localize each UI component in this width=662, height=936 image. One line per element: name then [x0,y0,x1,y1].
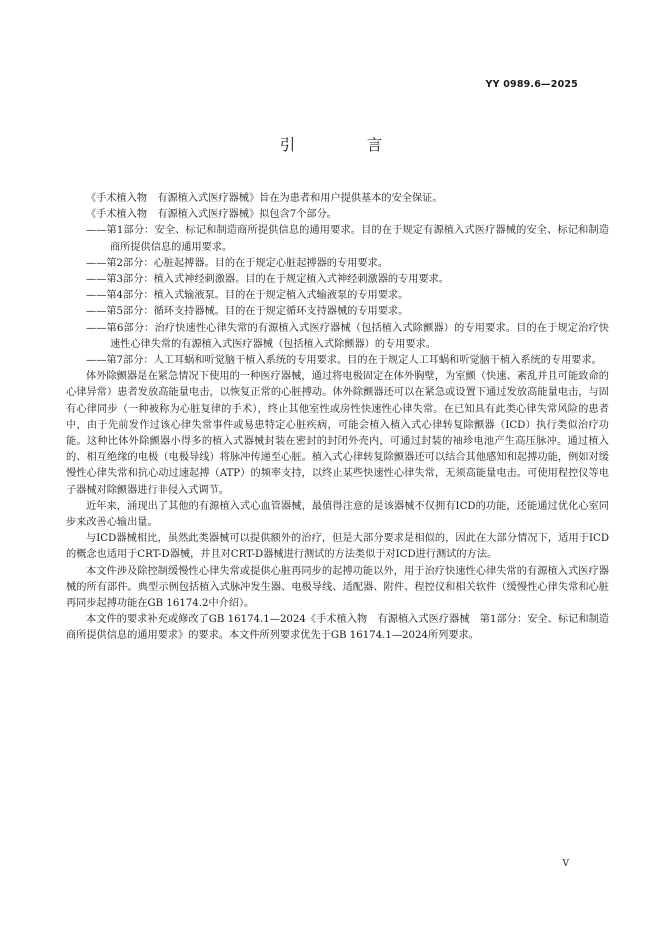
body-paragraph-1: 体外除颤器是在紧急情况下使用的一种医疗器械，通过将电极固定在体外胸壁，为室颤（快速、紊乱并且可能致命的心律异常）患者发放高能量电击，以恢复正常的心脏搏动。体外除颤器还可以在紧急或设置下通过发放高能量电击，与固有心律同步（一种被称为心脏复律的手术），终止其他室性或房性快速性心律失常。在已知具有此类心律失常风险的患者中，由于先前发作过该心律失常事件或易患特定心脏疾病，可能会植入植入式心律转复除颤器（ICD）执行类似治疗功能。这种比体外除颤器小得多的植入式器械封装在密封的封闭外壳内，可通过封装的袖珍电池产生高压脉冲。通过植入的、相互绝缘的电极（电极导线）将脉冲传递至心脏。植入式心律转复除颤器还可以结合其他感知和起搏功能，例如对缓慢性心律失常和抗心动过速起搏（ATP）的频率支持，以终止某些快速性心律失常，无须高能量电击。可使用程控仪等电子器械对除颤器进行非侵入式调节。 [66,371,609,496]
body-paragraph-4: 本文件涉及除控制缓慢性心律失常或提供心脏再同步的起搏功能以外，用于治疗快速性心律失常的有源植入式医疗器械的所有部件。典型示例包括植入式脉冲发生器、电极导线、适配器、附件、程控仪和相关软件（缓慢性心律失常和心脏再同步起搏功能在GB 16174.2中介绍）。 [66,565,609,610]
document-code: YY 0989.6—2025 [485,79,578,90]
page-title: 引 言 [279,136,411,154]
part-list-item-4: ——第4部分：植入式输液泵。目的在于规定植入式输液泵的专用要求。 [86,290,409,302]
part-list-item-1: ——第1部分：安全、标记和制造商所提供信息的通用要求。目的在于规定有源植入式医疗器械的安全、标记和制造商所提供信息的通用要求。 [86,225,609,253]
intro-paragraph-2: 《手术植入物 有源植入式医疗器械》拟包含7个部分。 [86,209,337,221]
document-body [66,191,609,645]
part-list-item-3: ——第3部分：植入式神经刺激器。目的在于规定植入式神经刺激器的专用要求。 [86,274,450,286]
part-list-item-6: ——第6部分：治疗快速性心律失常的有源植入式医疗器械（包括植入式除颤器）的专用要求。目的在于规定治疗快速性心律失常的有源植入式医疗器械（包括植入式除颤器）的专用要求。 [86,322,609,350]
part-list-item-2: ——第2部分：心脏起搏器。目的在于规定心脏起搏器的专用要求。 [86,257,388,269]
body-paragraph-3: 与ICD器械相比，虽然此类器械可以提供额外的治疗，但是大部分要求是相似的，因此在大部分情况下，适用于ICD的概念也适用于CRT-D器械，并且对CRT-D器械进行测试的方法类似于对ICD进行测试的方法。 [66,533,609,561]
part-list-item-7: ——第7部分：人工耳蜗和听觉脑干植入系统的专用要求。目的在于规定人工耳蜗和听觉脑干植入系统的专用要求。 [86,355,602,367]
part-list-item-5: ——第5部分：循环支持器械。目的在于规定循环支持器械的专用要求。 [86,306,409,318]
body-paragraph-2: 近年来，涌现出了其他的有源植入式心血管器械，最值得注意的是该器械不仅拥有ICD的功能，还能通过优化心室同步来改善心输出量。 [66,500,609,529]
page-number: V [562,859,569,869]
body-paragraph-5: 本文件的要求补充或修改了GB 16174.1—2024《手术植入物 有源植入式医疗器械 第1部分：安全、标记和制造商所提供信息的通用要求》的要求。本文件所列要求优先于GB 16174.1—2024所列要求。 [66,614,609,642]
intro-paragraph-1: 《手术植入物 有源植入式医疗器械》旨在为患者和用户提供基本的安全保证。 [86,193,443,204]
